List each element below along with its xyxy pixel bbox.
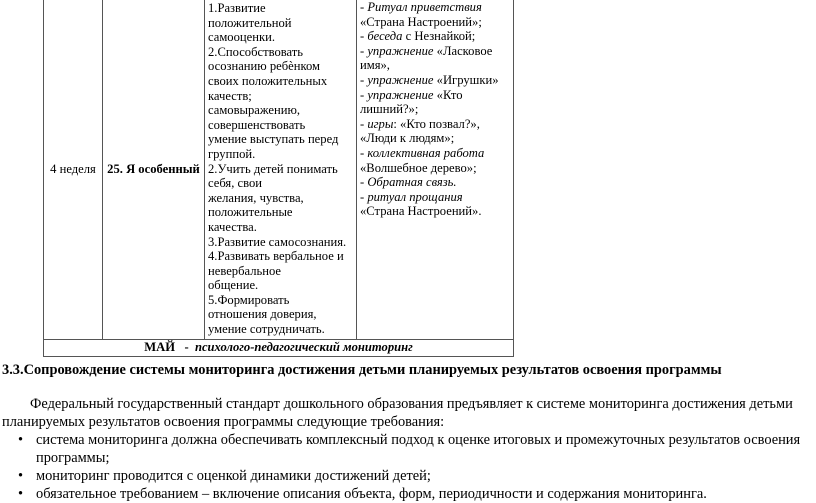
activities-cell xyxy=(357,0,514,339)
topic-cell: 25. Я особенный xyxy=(103,0,205,339)
goal-line: 4.Развивать вербальное и xyxy=(208,249,344,264)
activity-line xyxy=(360,161,510,176)
activity-type: - Ритуал приветствия xyxy=(360,0,482,14)
month-label: МАЙ - xyxy=(144,339,195,354)
goal-line: своих положительных xyxy=(208,73,328,88)
activity-type: - упражнение xyxy=(360,43,434,58)
activity-text: имя», xyxy=(360,58,390,73)
bullet-icon: • xyxy=(18,468,24,484)
list-item xyxy=(2,485,814,503)
goal-line: 1.Развитие xyxy=(208,1,266,15)
month-topic: психолого-педагогический мониторинг xyxy=(194,339,413,354)
goal-line: самооценки. xyxy=(208,30,275,45)
goal-line: себя, свои xyxy=(208,176,263,191)
goal-line: желания, чувства, xyxy=(208,190,304,205)
activity-line xyxy=(360,73,510,88)
activity-line xyxy=(360,29,510,44)
activity-line xyxy=(360,204,510,219)
goal-line: умение выступать перед xyxy=(208,132,339,147)
goal-line: качества. xyxy=(208,219,257,234)
activity-text: «Игрушки» xyxy=(433,72,499,87)
bullet-icon: • xyxy=(18,432,24,448)
requirements-list xyxy=(2,431,814,503)
activity-text: лишний?»; xyxy=(360,102,419,117)
activity-line xyxy=(360,131,510,146)
list-item-text: система мониторинга должна обеспечивать комплексный подход к оценке итоговых и промежуточных результатов освоения программы; xyxy=(36,432,801,466)
activity-line xyxy=(360,58,510,73)
activity-line xyxy=(360,0,510,15)
activity-text: «Люди к людям»; xyxy=(360,131,455,146)
goal-line: 2.Учить детей понимать xyxy=(208,161,338,176)
goal-line: совершенствовать xyxy=(208,117,306,132)
activity-line xyxy=(360,44,510,59)
activity-line xyxy=(360,117,510,132)
activity-line xyxy=(360,146,510,161)
goal-line: 2.Способствовать xyxy=(208,44,304,59)
goal-line: отношения доверия, xyxy=(208,307,317,322)
activity-type: - коллективная работа xyxy=(360,145,485,160)
activity-type: - упражнение xyxy=(360,72,434,87)
activity-line xyxy=(360,190,510,205)
goal-line: 5.Формировать xyxy=(208,292,290,307)
activity-type: - игры xyxy=(360,116,394,131)
goal-line: невербальное xyxy=(208,263,282,278)
activity-text: «Страна Настроений». xyxy=(360,204,482,219)
activity-text: «Волшебное дерево»; xyxy=(360,160,477,175)
table-row xyxy=(44,0,514,339)
list-item xyxy=(2,467,814,485)
table-row xyxy=(44,339,514,356)
goal-line: самовыражению, xyxy=(208,103,301,118)
activity-type: - упражнение xyxy=(360,87,434,102)
section-heading: 3.3.Сопровождение системы мониторинга достижения детьми планируемых результатов освоения программы xyxy=(2,362,722,378)
activity-line xyxy=(360,102,510,117)
activity-text: с Незнайкой; xyxy=(402,29,476,44)
week-cell: 4 неделя xyxy=(44,0,103,339)
list-item-text: мониторинг проводится с оценкой динамики достижений детей; xyxy=(36,468,431,484)
goal-line: группой. xyxy=(208,146,256,161)
activity-line xyxy=(360,88,510,103)
program-table xyxy=(43,0,514,357)
activity-type: - Обратная связь. xyxy=(360,175,457,190)
goal-line: 3.Развитие самосознания. xyxy=(208,234,347,249)
goal-line: качеств; xyxy=(208,88,252,103)
activity-text: «Страна Настроений»; xyxy=(360,14,482,29)
activity-text: : «Кто позвал?», xyxy=(393,116,480,131)
list-item-text: обязательное требованием – включение описания объекта, форм, периодичности и содержания мониторинга. xyxy=(36,486,707,502)
goals-cell xyxy=(205,0,357,339)
activity-line xyxy=(360,15,510,30)
activity-type: - ритуал прощания xyxy=(360,189,463,204)
activity-text: «Кто xyxy=(433,87,463,102)
goal-line: общение. xyxy=(208,278,259,293)
activity-type: - беседа xyxy=(360,29,403,44)
activity-line xyxy=(360,175,510,190)
goal-line: осознанию ребѐнком xyxy=(208,59,320,74)
section-body xyxy=(2,395,814,503)
intro-paragraph: Федеральный государственный стандарт дошкольного образования предъявляет к системе мониторинга достижения детьми планируемых результатов освоения программы следующие требования: xyxy=(2,396,793,430)
goal-line: положительные xyxy=(208,205,293,220)
activity-text: «Ласковое xyxy=(433,43,493,58)
bullet-icon: • xyxy=(18,486,24,502)
monitoring-row xyxy=(44,339,514,356)
goal-line: положительной xyxy=(208,15,292,30)
list-item xyxy=(2,431,814,467)
goal-line: умение сотрудничать. xyxy=(208,322,325,337)
